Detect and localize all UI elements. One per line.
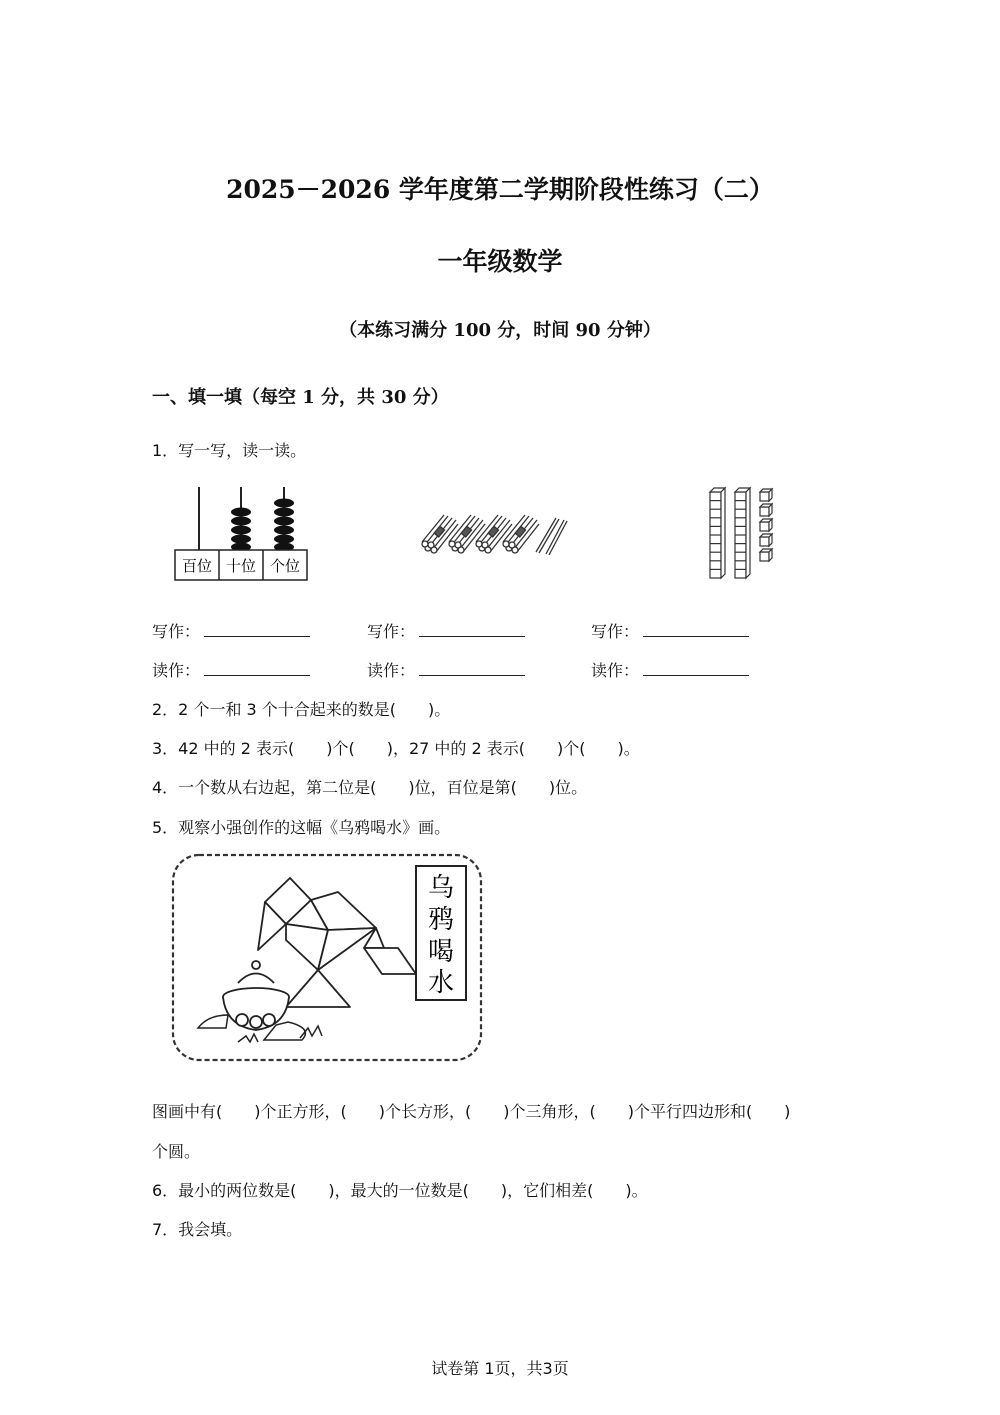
abacus-label-ones: 个位 — [269, 557, 301, 575]
painting-title-char-1: 乌 — [427, 873, 455, 903]
abacus-label-tens: 十位 — [225, 557, 257, 575]
painting-title-char-2: 鸦 — [427, 905, 455, 935]
write-field-2[interactable]: 写作： — [367, 619, 525, 642]
exam-note: （本练习满分 100 分，时间 90 分钟） — [339, 320, 661, 341]
read-blank-1[interactable] — [204, 661, 310, 676]
read-field-3[interactable]: 读作： — [591, 658, 749, 681]
question-5-line-1: 图画中有( )个正方形，( )个长方形，( )个三角形，( )个平行四边形和( ) — [152, 1102, 791, 1121]
write-blank-3[interactable] — [643, 622, 749, 637]
question-5-line-2: 个圆。 — [152, 1142, 201, 1161]
question-7: 7．我会填。 — [152, 1220, 243, 1239]
write-field-1[interactable]: 写作： — [152, 619, 310, 642]
question-3: 3．42 中的 2 表示( )个( )，27 中的 2 表示( )个( )。 — [152, 739, 640, 758]
crow-painting-figure — [168, 850, 486, 1065]
read-blank-3[interactable] — [643, 661, 749, 676]
exam-subtitle: 一年级数学 — [437, 247, 563, 276]
write-field-3[interactable]: 写作： — [591, 619, 749, 642]
abacus-figure — [170, 484, 315, 584]
base-ten-blocks-figure — [707, 487, 777, 582]
read-field-1[interactable]: 读作： — [152, 658, 310, 681]
question-5-stem: 5．观察小强创作的这幅《乌鸦喝水》画。 — [152, 818, 451, 837]
section-heading: 一、填一填（每空 1 分，共 30 分） — [152, 387, 449, 408]
painting-title-char-4: 水 — [427, 968, 455, 998]
question-2: 2．2 个一和 3 个十合起来的数是( )。 — [152, 700, 451, 719]
question-4: 4．一个数从右边起，第二位是( )位，百位是第( )位。 — [152, 778, 588, 797]
read-field-2[interactable]: 读作： — [367, 658, 525, 681]
page-footer: 试卷第 1页，共3页 — [431, 1359, 569, 1378]
question-1-stem: 1．写一写，读一读。 — [152, 441, 307, 460]
painting-title-char-3: 喝 — [427, 937, 455, 967]
exam-title: 2025－2026 学年度第二学期阶段性练习（二） — [226, 175, 774, 204]
stick-bundles-figure — [418, 512, 568, 560]
read-blank-2[interactable] — [419, 661, 525, 676]
write-blank-1[interactable] — [204, 622, 310, 637]
question-6: 6．最小的两位数是( )，最大的一位数是( )，它们相差( )。 — [152, 1181, 648, 1200]
abacus-label-hundreds: 百位 — [181, 557, 213, 575]
write-blank-2[interactable] — [419, 622, 525, 637]
